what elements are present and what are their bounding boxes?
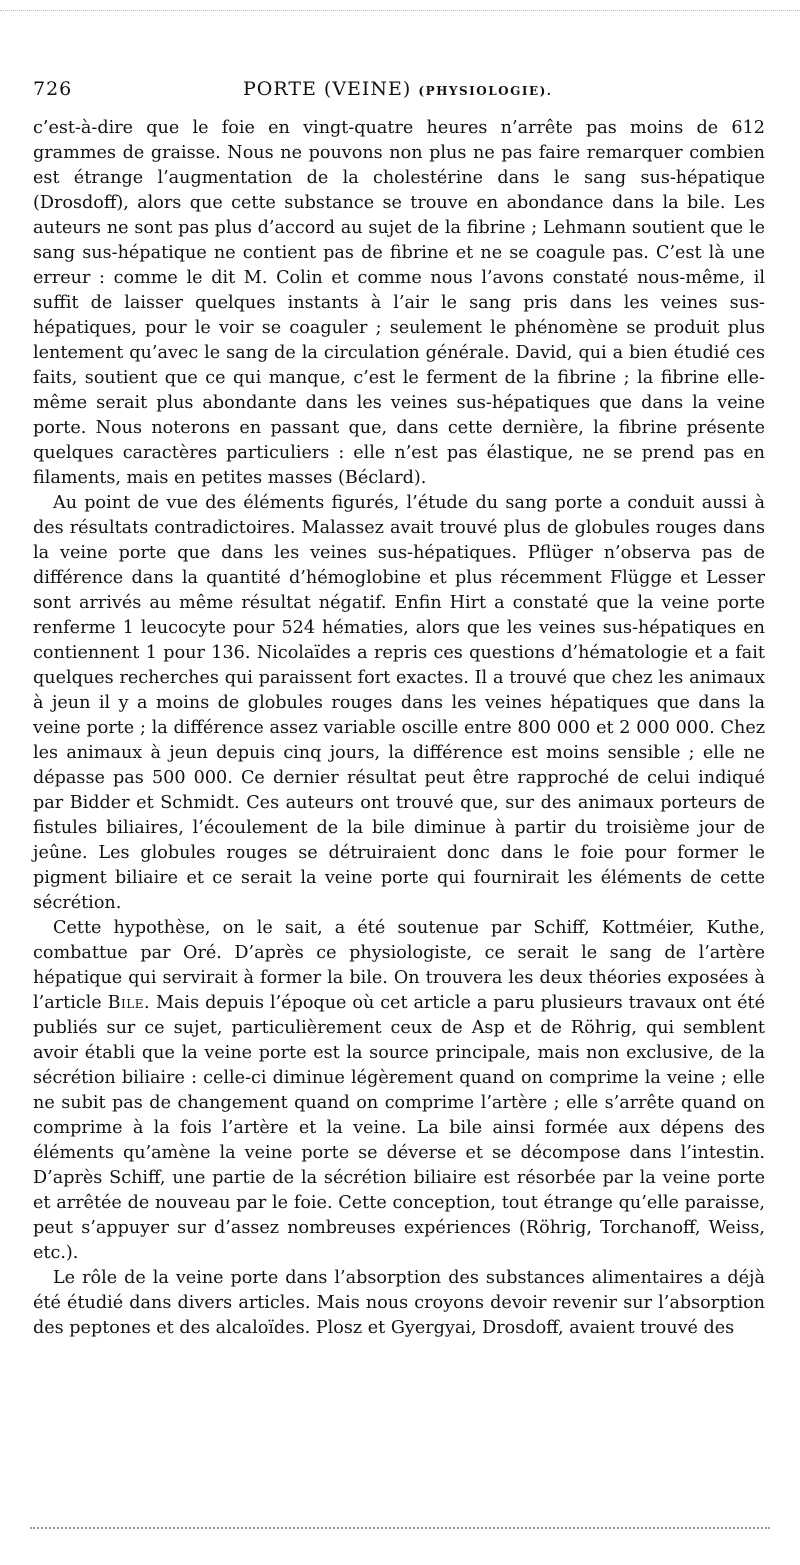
running-header: [33, 78, 768, 108]
body-text: [33, 116, 765, 1341]
top-dotted-rule: [0, 10, 800, 11]
running-title: [243, 78, 552, 100]
bottom-dotted-rule: [30, 1527, 770, 1529]
page-number: 726: [33, 78, 73, 100]
paragraph-3: [33, 916, 765, 1266]
paragraph-4: Le rôle de la veine porte dans l’absorption des substances alimentaires a déjà été étudié dans divers articles. Mais nous croyons devoir revenir sur l’absorption des peptones et des alcaloïdes. Plosz et Gyergyai, Drosdoff, avaient trouvé des: [33, 1268, 765, 1338]
paragraph-3-text-after: Mais depuis l’époque où cet article a paru plusieurs travaux ont été publiés sur ce sujet, particulièrement ceux de Asp et de Röhrig, qui semblent avoir établi que la veine porte est la source principale, mais non exclusive, de la sécrétion biliaire : celle-ci diminue légèrement quand on comprime la veine ; elle ne subit pas de changement quand on comprime l’artère ; elle s’arrête quand on comprime à la fois l’artère et la veine. La bile ainsi formée aux dépens des éléments qu’amène la veine porte se déverse et se décompose dans l’intestin. D’après Schiff, une partie de la sécrétion biliaire est résorbée par la veine porte et arrêtée de nouveau par le foie. Cette conception, tout étrange qu’elle paraisse, peut s’appuyer sur d’assez nombreuses expériences (Röhrig, Torchanoff, Weiss, etc.).: [33, 993, 765, 1263]
running-title-subtitle: (PHYSIOLOGIE).: [418, 84, 553, 98]
paragraph-3-text-before: Cette hypothèse, on le sait, a été soutenue par Schiff, Kottméier, Kuthe, combattue par Oré. D’après ce physiologiste, ce serait le sang de l’artère hépatique qui servirait à former la bile. On trouvera les deux théories exposées à l’article: [33, 918, 765, 1013]
cross-reference-bile: Bile.: [107, 993, 151, 1013]
running-title-main: PORTE (VEINE): [243, 78, 412, 100]
paragraph-1: c’est-à-dire que le foie en vingt-quatre heures n’arrête pas moins de 612 grammes de graisse. Nous ne pouvons non plus ne pas faire remarquer combien est étrange l’augmentation de la cholestérine dans le sang sus-hépatique (Drosdoff), alors que cette substance se trouve en abondance dans la bile. Les auteurs ne sont pas plus d’accord au sujet de la fibrine ; Lehmann soutient que le sang sus-hépatique ne contient pas de fibrine et ne se coagule pas. C’est là une erreur : comme le dit M. Colin et comme nous l’avons constaté nous-même, il suffit de laisser quelques instants à l’air le sang pris dans les veines sus-hépatiques, pour le voir se coaguler ; seulement le phénomène se produit plus lentement qu’avec le sang de la circulation générale. David, qui a bien étudié ces faits, soutient que ce qui manque, c’est le ferment de la fibrine ; la fibrine elle-même serait plus abondante dans les veines sus-hépatiques que dans la veine porte. Nous noterons en passant que, dans cette dernière, la fibrine présente quelques caractères particuliers : elle n’est pas élastique, ne se prend pas en filaments, mais en petites masses (Béclard).: [33, 118, 765, 488]
paragraph-2: Au point de vue des éléments figurés, l’étude du sang porte a conduit aussi à des résultats contradictoires. Malassez avait trouvé plus de globules rouges dans la veine porte que dans les veines sus-hépatiques. Pflüger n’observa pas de différence dans la quantité d’hémoglobine et plus récemment Flügge et Lesser sont arrivés au même résultat négatif. Enfin Hirt a constaté que la veine porte renferme 1 leucocyte pour 524 hématies, alors que les veines sus-hépatiques en contiennent 1 pour 136. Nicolaïdes a repris ces questions d’hématologie et a fait quelques recherches qui paraissent fort exactes. Il a trouvé que chez les animaux à jeun il y a moins de globules rouges dans les veines hépatiques que dans la veine porte ; la différence assez variable oscille entre 800 000 et 2 000 000. Chez les animaux à jeun depuis cinq jours, la différence est moins sensible ; elle ne dépasse pas 500 000. Ce dernier résultat peut être rapproché de celui indiqué par Bidder et Schmidt. Ces auteurs ont trouvé que, sur des animaux porteurs de fistules biliaires, l’écoulement de la bile diminue à partir du troisième jour de jeûne. Les globules rouges se détruiraient donc dans le foie pour former le pigment biliaire et ce serait la veine porte qui fournirait les éléments de cette sécrétion.: [33, 493, 765, 913]
